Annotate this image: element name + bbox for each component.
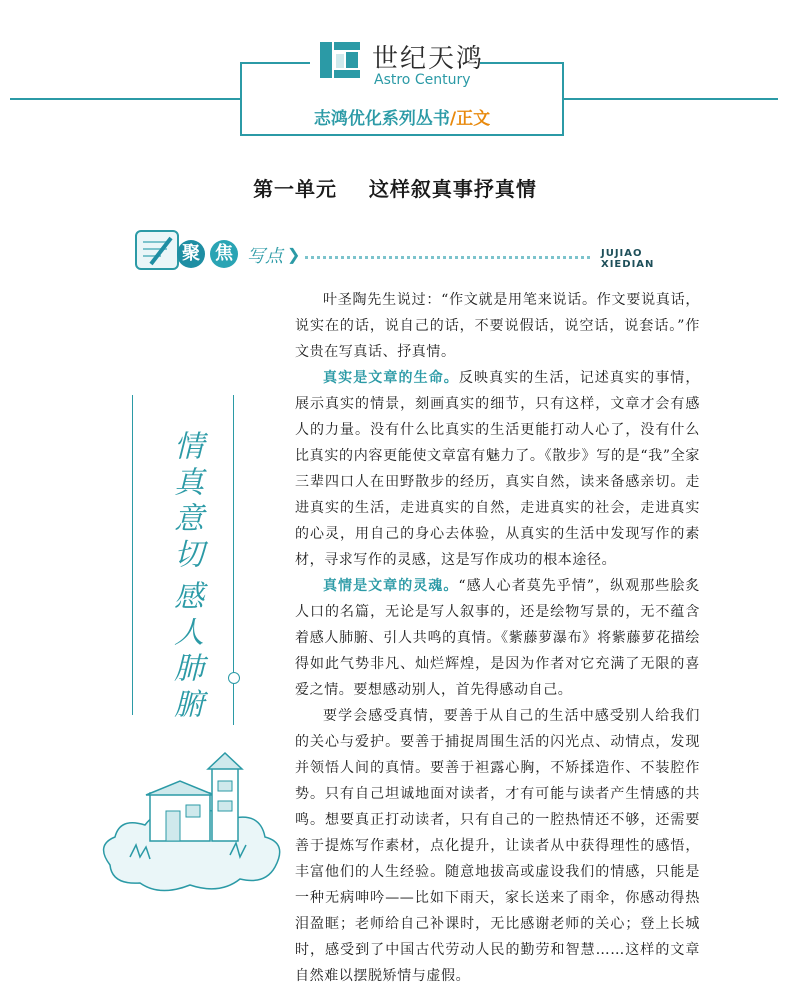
notepad-pencil-icon [135, 230, 179, 270]
paragraph-1-text: 叶圣陶先生说过：“作文就是用笔来说话。作文要说真话，说实在的话，说自己的话，不要说假话，说空话，说套话。”作文贵在写真话、抒真情。 [295, 292, 700, 360]
banner-char-ju: 聚 [177, 240, 205, 268]
paragraph-3-text: “感人心者莫先乎情”，纵观那些脍炙人口的名篇，无论是写人叙事的，还是绘物写景的，无不蕴含着感人肺腑、引人共鸣的真情。《紫藤萝瀑布》将紫藤萝花描绘得如此气势非凡、灿烂辉煌，是因为作者对它充满了无限的喜爱之情。要想感动别人，首先得感动自己。 [295, 578, 700, 698]
banner-char-jiao: 焦 [210, 240, 238, 268]
side-motto-line2: 感人肺腑 [168, 580, 203, 724]
series-main: 志鸿优化系列丛书 [313, 109, 450, 129]
banner-dotted-line [305, 256, 590, 259]
series-separator: / [449, 109, 457, 129]
paragraph-1 [295, 287, 700, 365]
paragraph-2-highlight: 真实是文章的生命。 [323, 370, 459, 386]
paragraph-4 [295, 703, 700, 989]
section-banner [135, 226, 695, 278]
series-sub: 正文 [456, 109, 491, 129]
cloud-house-illustration [90, 745, 290, 915]
side-motto-line1: 情真意切 [168, 430, 203, 574]
unit-title: 第一单元 这样叙真事抒真情 [253, 177, 537, 201]
paragraph-3-highlight: 真情是文章的灵魂。 [323, 578, 459, 594]
brand-name-en: Astro Century [374, 72, 471, 88]
paragraph-3 [295, 573, 700, 703]
header-rule-right [564, 98, 778, 100]
arrow-right-icon: ❯ [287, 245, 301, 264]
side-rule-left [132, 395, 133, 715]
banner-english: JUJIAO XIEDIAN [601, 248, 655, 270]
paragraph-2 [295, 365, 700, 573]
header-frame-top-right [480, 62, 564, 64]
banner-label: 写点 [247, 246, 283, 267]
series-title [240, 104, 564, 129]
paragraph-4-text: 要学会感受真情，要善于从自己的生活中感受别人给我们的关心与爱护。要善于捕捉周围生活的闪光点、动情点，发现并领悟人间的真情。要善于袒露心胸，不矫揉造作、不装腔作势。只有自己坦诚地面对读者，才有可能与读者产生情感的共鸣。想要真正打动读者，只有自己的一腔热情还不够，还需要善于提炼写作素材，点化提升，让读者从中获得理性的感悟，丰富他们的人生经验。随意地拔高或虚设我们的情感，只能是一种无病呻吟——比如下雨天，家长送来了雨伞，你感动得热泪盈眶；老师给自己补课时，无比感谢老师的关心；登上长城时，感受到了中国古代劳动人民的勤劳和智慧……这样的文章自然难以摆脱矫情与虚假。 [295, 708, 700, 984]
side-rule-dot [228, 672, 240, 684]
header-frame-top-left [240, 62, 310, 64]
brand-name-cn: 世纪天鸿 [372, 44, 485, 74]
paragraph-2-text: 反映真实的生活，记述真实的事情，展示真实的情景，刻画真实的细节，只有这样，文章才会有感人的力量。没有什么比真实的生活更能打动人心了，没有什么比真实的内容更能使文章富有魅力了。《散步》写的是“我”全家三辈四口人在田野散步的经历，真实自然，读来备感亲切。走进真实的生活，走进真实的自然，走进真实的社会，走进真实的心灵，用自己的身心去体验，从真实的生活中发现写作的素材，寻求写作的灵感，这是写作成功的根本途径。 [295, 370, 700, 568]
astro-century-logo-icon [318, 38, 362, 82]
header-rule-left [10, 98, 240, 100]
body-text [295, 287, 700, 989]
